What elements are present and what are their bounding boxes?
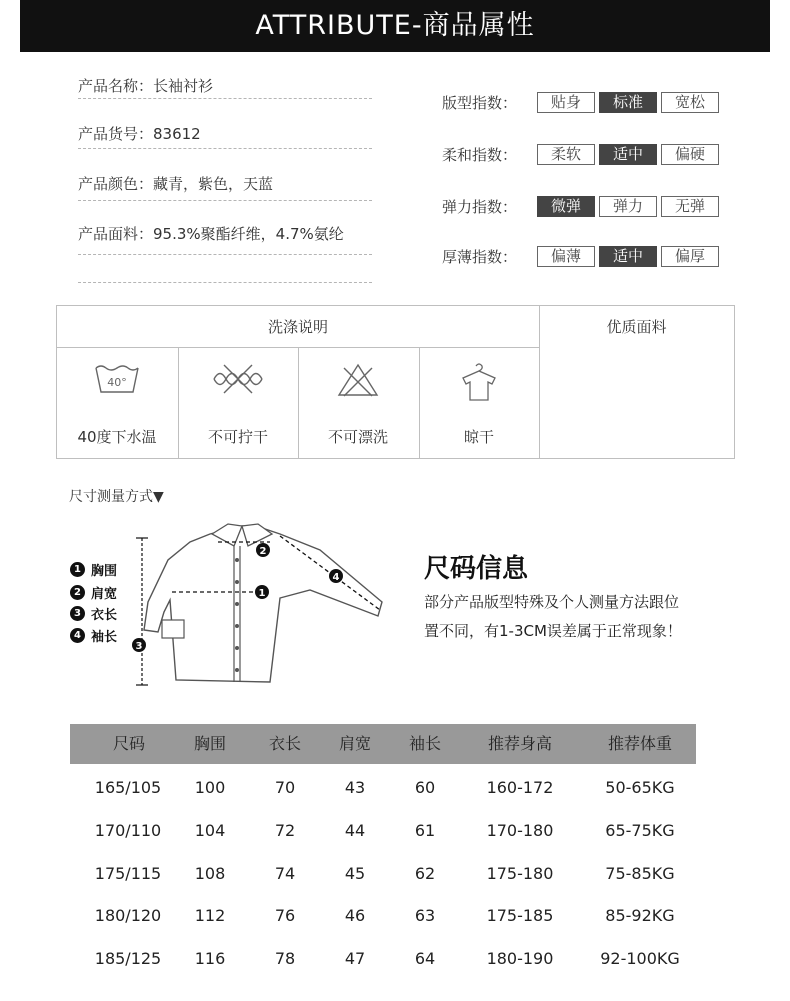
size-table-header xyxy=(70,724,696,764)
care-label: 晾干 xyxy=(463,428,494,446)
table-cell: 47 xyxy=(344,949,366,968)
svg-text:2: 2 xyxy=(259,546,267,557)
column-header: 衣长 xyxy=(268,734,301,753)
index-option: 无弹 xyxy=(661,196,719,217)
column-header: 尺码 xyxy=(112,734,145,753)
table-cell: 65-75KG xyxy=(605,821,675,840)
no-bleach-icon xyxy=(334,362,382,398)
index-row-softness xyxy=(442,143,723,165)
size-info-desc: 部分产品版型特殊及个人测量方法跟位 xyxy=(424,593,680,611)
table-cell: 50-65KG xyxy=(605,778,675,797)
table-cell: 185/125 xyxy=(94,949,162,968)
table-cell: 175/115 xyxy=(94,864,162,883)
table-cell: 44 xyxy=(344,821,366,840)
wash-40-icon xyxy=(93,362,141,396)
divider xyxy=(78,254,372,255)
care-item-hang-dry xyxy=(419,348,539,458)
column-header: 推荐身高 xyxy=(487,734,552,753)
hang-dry-icon xyxy=(457,362,501,402)
page-header: ATTRIBUTE-商品属性 xyxy=(20,0,770,52)
table-cell: 170-180 xyxy=(486,821,554,840)
index-row-fit xyxy=(442,91,723,113)
column-header: 推荐体重 xyxy=(607,734,672,753)
table-cell: 180/120 xyxy=(94,906,162,925)
index-row-elasticity xyxy=(442,195,723,217)
index-option-selected: 微弹 xyxy=(537,196,595,217)
divider xyxy=(78,148,372,149)
care-label: 不可漂洗 xyxy=(327,428,388,446)
table-cell: 170/110 xyxy=(94,821,162,840)
care-item-no-bleach xyxy=(298,348,418,458)
table-cell: 43 xyxy=(344,778,366,797)
table-cell: 116 xyxy=(194,949,226,968)
table-cell: 160-172 xyxy=(486,778,554,797)
svg-text:4: 4 xyxy=(332,572,340,583)
no-wring-icon xyxy=(210,362,266,396)
table-cell: 45 xyxy=(344,864,366,883)
table-cell: 92-100KG xyxy=(600,949,680,968)
table-cell: 63 xyxy=(414,906,436,925)
table-cell: 64 xyxy=(414,949,436,968)
index-option: 宽松 xyxy=(661,92,719,113)
care-item-wash xyxy=(57,348,177,458)
table-cell: 165/105 xyxy=(94,778,162,797)
table-cell: 61 xyxy=(414,821,436,840)
shirt-diagram xyxy=(130,520,390,695)
measure-title: 尺寸测量方式▼ xyxy=(69,489,164,505)
column-header: 胸围 xyxy=(193,734,226,753)
index-label: 弹力指数： xyxy=(442,197,518,216)
fabric-heading: 优质面料 xyxy=(606,318,667,336)
column-header: 肩宽 xyxy=(338,734,371,753)
index-option-selected: 标准 xyxy=(599,92,657,113)
care-heading: 洗涤说明 xyxy=(267,318,328,336)
index-option: 贴身 xyxy=(537,92,595,113)
index-label: 厚薄指数： xyxy=(442,247,518,266)
table-cell: 78 xyxy=(274,949,296,968)
table-cell: 70 xyxy=(274,778,296,797)
table-cell: 72 xyxy=(274,821,296,840)
table-cell: 100 xyxy=(194,778,226,797)
care-label: 不可拧干 xyxy=(207,428,268,446)
index-label: 柔和指数： xyxy=(442,145,518,164)
svg-text:1: 1 xyxy=(258,588,266,599)
table-cell: 62 xyxy=(414,864,436,883)
index-label: 版型指数： xyxy=(442,93,518,112)
table-cell: 75-85KG xyxy=(605,864,675,883)
table-cell: 104 xyxy=(194,821,226,840)
index-option-selected: 适中 xyxy=(599,246,657,267)
table-cell: 46 xyxy=(344,906,366,925)
attr-product-color: 产品颜色：藏青，紫色，天蓝 xyxy=(78,175,274,193)
attr-product-fabric: 产品面料：95.3%聚酯纤维，4.7%氨纶 xyxy=(78,225,344,243)
care-item-no-wring xyxy=(178,348,298,458)
size-info-desc: 置不同，有1-3CM误差属于正常现象！ xyxy=(424,622,682,640)
svg-text:3: 3 xyxy=(135,641,143,652)
legend-item: 2 肩宽 xyxy=(70,583,117,602)
index-option: 弹力 xyxy=(599,196,657,217)
table-cell: 175-180 xyxy=(486,864,554,883)
index-option-selected: 适中 xyxy=(599,144,657,165)
attr-product-name: 产品名称：长袖衬衫 xyxy=(78,77,214,95)
index-option: 偏厚 xyxy=(661,246,719,267)
legend-item: 3 衣长 xyxy=(70,604,117,623)
size-info-title: 尺码信息 xyxy=(424,554,529,584)
table-cell: 108 xyxy=(194,864,226,883)
table-cell: 60 xyxy=(414,778,436,797)
legend-item: 1 胸围 xyxy=(70,560,117,579)
divider xyxy=(78,98,372,99)
wash-temp-text: 40° xyxy=(107,376,127,389)
table-cell: 175-185 xyxy=(486,906,554,925)
divider xyxy=(78,200,372,201)
index-row-thickness xyxy=(442,245,723,267)
care-table xyxy=(56,305,735,459)
table-cell: 76 xyxy=(274,906,296,925)
index-option: 偏薄 xyxy=(537,246,595,267)
index-option: 偏硬 xyxy=(661,144,719,165)
table-cell: 180-190 xyxy=(486,949,554,968)
divider xyxy=(78,282,372,283)
column-header: 袖长 xyxy=(408,734,441,753)
table-cell: 74 xyxy=(274,864,296,883)
attr-product-code: 产品货号：83612 xyxy=(78,125,201,143)
table-cell: 112 xyxy=(194,906,226,925)
index-option: 柔软 xyxy=(537,144,595,165)
care-label: 40度下水温 xyxy=(77,428,157,446)
legend-item: 4 袖长 xyxy=(70,626,117,645)
table-cell: 85-92KG xyxy=(605,906,675,925)
